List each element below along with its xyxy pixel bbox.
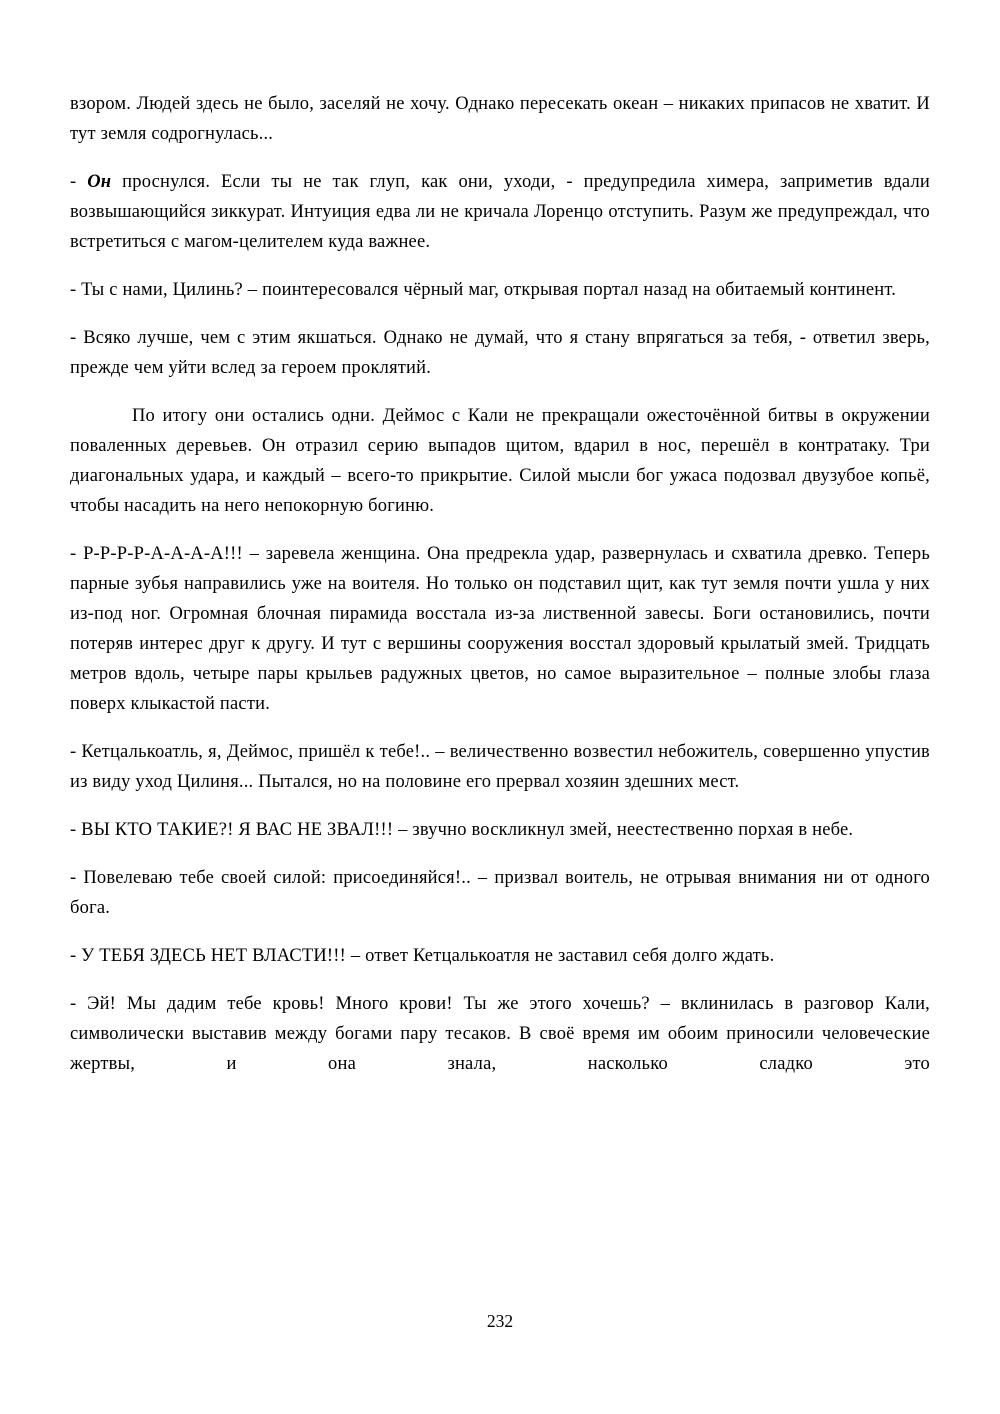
page-number: 232 [486, 1311, 514, 1331]
page-text [70, 89, 930, 1097]
paragraph [70, 167, 930, 257]
paragraph [70, 989, 930, 1079]
paragraph [70, 941, 930, 971]
paragraph [70, 89, 930, 149]
text-run: - Ты с нами, Цилинь? – поинтересовался чёрный маг, открывая портал назад на обитаемый континент. [70, 280, 897, 300]
text-run: - Повелеваю тебе своей силой: присоединяйся!.. – призвал воитель, не отрывая внимания ни от одного бога. [70, 868, 930, 918]
text-run: - Эй! Мы дадим тебе кровь! Много крови! Ты же этого хочешь? – вклинилась в разговор Кали, символически выставив между богами пару тесаков. В своё время им обоим приносили человеческие жертвы, и она знала, насколько сладко это [70, 994, 930, 1074]
text-run: - Р-Р-Р-Р-А-А-А-А!!! – заревела женщина. Она предрекла удар, развернулась и схватила древко. Теперь парные зубья направились уже на воителя. Но только он подставил щит, как тут земля почти ушла у них из-под ног. Огромная блочная пирамида восстала из-за лиственной завесы. Боги остановились, почти потеряв интерес друг к другу. И тут с вершины сооружения восстал здоровый крылатый змей. Тридцать метров вдоль, четыре пары крыльев радужных цветов, но самое выразительное – полные злобы глаза поверх клыкастой пасти. [70, 544, 930, 714]
text-run: По итогу они остались одни. Деймос с Кали не прекращали ожесточённой битвы в окружении поваленных деревьев. Он отразил серию выпадов щитом, вдарил в нос, перешёл в контратаку. Три диагональных удара, и каждый – всего-то прикрытие. Силой мысли бог ужаса подозвал двузубое копьё, чтобы насадить на него непокорную богиню. [70, 406, 930, 516]
paragraph [70, 323, 930, 383]
text-run: - Всяко лучше, чем с этим якшаться. Однако не думай, что я стану впрягаться за тебя, - ответил зверь, прежде чем уйти вслед за героем проклятий. [70, 328, 930, 378]
text-run: - ВЫ КТО ТАКИЕ?! Я ВАС НЕ ЗВАЛ!!! – звучно воскликнул змей, неестественно порхая в небе. [70, 820, 854, 840]
emphasis-bold-italic: Он [87, 172, 112, 192]
text-run: - Кетцалькоатль, я, Деймос, пришёл к тебе!.. – величественно возвестил небожитель, совершенно упустив из виду уход Цилиня... Пытался, но на половине его прервал хозяин здешних мест. [70, 742, 930, 792]
text-run: проснулся. Если ты не так глуп, как они, уходи, - предупредила химера, заприметив вдали возвышающийся зиккурат. Интуиция едва ли не кричала Лоренцо отступить. Разум же предупреждал, что встретиться с магом-целителем куда важнее. [70, 172, 931, 252]
paragraph [70, 539, 930, 719]
text-run: - У ТЕБЯ ЗДЕСЬ НЕТ ВЛАСТИ!!! – ответ Кетцалькоатля не заставил себя долго ждать. [70, 946, 775, 966]
text-run: взором. Людей здесь не было, заселяй не хочу. Однако пересекать океан – никаких припасов не хватит. И тут земля содрогнулась... [70, 94, 930, 144]
paragraph [70, 815, 930, 845]
paragraph [70, 275, 930, 305]
paragraph [70, 737, 930, 797]
paragraph [70, 863, 930, 923]
paragraph [70, 401, 930, 521]
text-run: - [70, 172, 88, 192]
